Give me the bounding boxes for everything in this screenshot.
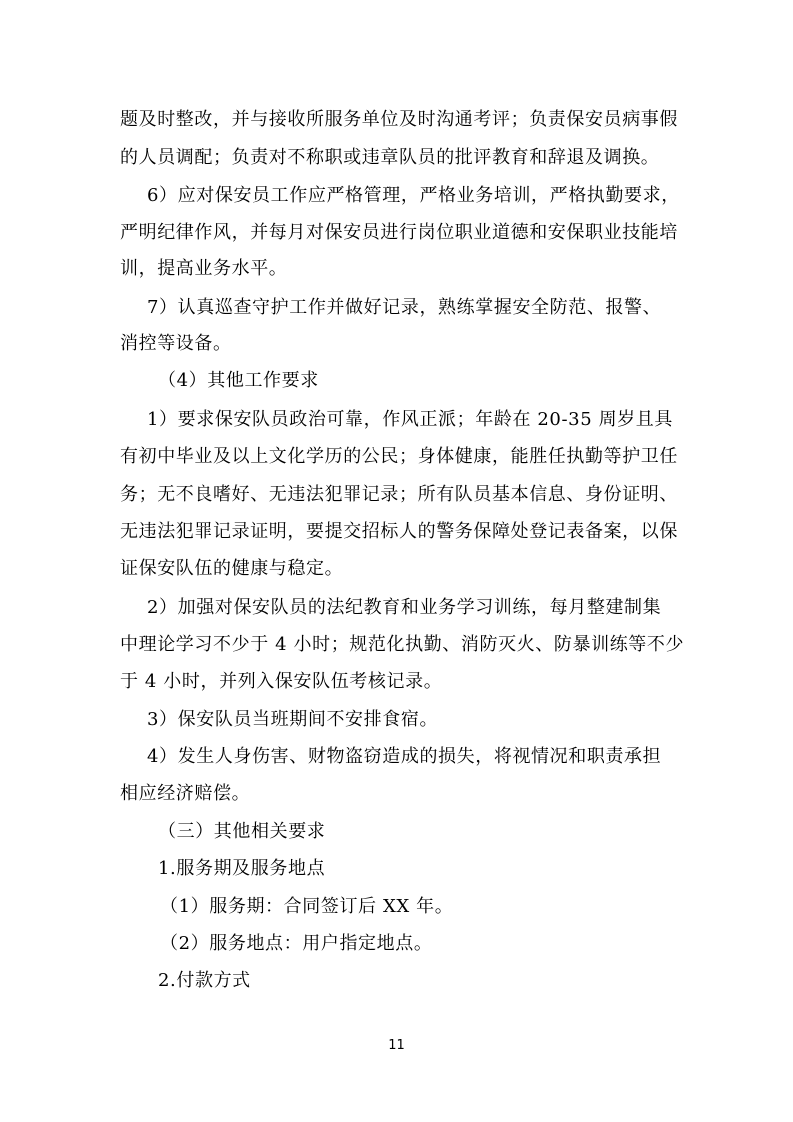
subsection-heading: 1.服务期及服务地点 <box>158 858 326 879</box>
body-text-line: 有初中毕业及以上文化学历的公民；身体健康，能胜任执勤等护卫任 <box>120 446 678 467</box>
numbered-item: （1）服务期：合同签订后 XX 年。 <box>160 896 454 917</box>
body-text-line: 无违法犯罪记录证明，要提交招标人的警务保障处登记表备案，以保 <box>120 521 678 542</box>
subsection-heading: 2.付款方式 <box>158 970 251 991</box>
numbered-item: 3）保安队员当班期间不安排食宿。 <box>147 709 439 730</box>
numbered-item: （2）服务地点：用户指定地点。 <box>160 933 433 954</box>
section-heading: （三）其他相关要求 <box>158 821 326 842</box>
body-text-line: 严明纪律作风，并每月对保安员进行岗位职业道德和安保职业技能培 <box>120 222 678 243</box>
body-text-line: 题及时整改，并与接收所服务单位及时沟通考评；负责保安员病事假 <box>120 109 678 130</box>
numbered-item: 2）加强对保安队员的法纪教育和业务学习训练，每月整建制集 <box>147 597 662 618</box>
body-text-line: 务；无不良嗜好、无违法犯罪记录；所有队员基本信息、身份证明、 <box>120 484 678 505</box>
body-text-line: 消控等设备。 <box>120 333 232 354</box>
numbered-item: 7）认真巡查守护工作并做好记录，熟练掌握安全防范、报警、 <box>147 297 662 318</box>
body-text-line: 的人员调配；负责对不称职或违章队员的批评教育和辞退及调换。 <box>120 147 660 168</box>
numbered-item: 1）要求保安队员政治可靠，作风正派；年龄在 20-35 周岁且具 <box>147 409 673 430</box>
page-number: 11 <box>388 1038 405 1053</box>
body-text-line: 相应经济赔偿。 <box>120 783 251 804</box>
section-heading: （4）其他工作要求 <box>158 370 319 391</box>
body-text-line: 证保安队伍的健康与稳定。 <box>120 558 344 579</box>
body-text-line: 于 4 小时，并列入保安队伍考核记录。 <box>120 671 443 692</box>
body-text-line: 中理论学习不少于 4 小时；规范化执勤、消防灭火、防暴训练等不少 <box>120 634 685 655</box>
numbered-item: 4）发生人身伤害、财物盗窃造成的损失，将视情况和职责承担 <box>147 746 662 767</box>
numbered-item: 6）应对保安员工作应严格管理，严格业务培训，严格执勤要求， <box>147 185 680 206</box>
body-text-line: 训，提高业务水平。 <box>120 258 288 279</box>
